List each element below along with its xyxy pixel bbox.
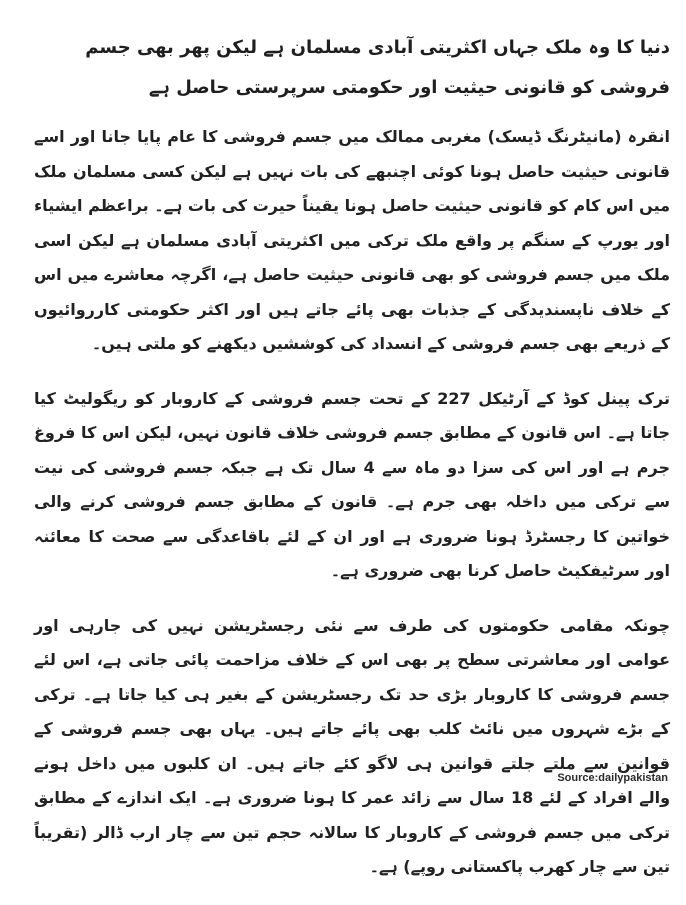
article-paragraph-clubs: چونکہ مقامی حکومتوں کی طرف سے نئی رجسٹریشن نہیں کی جارہی اور عوامی اور معاشرتی سطح پر بھی اس کے خلاف مزاحمت پائی جاتی ہے، اس لئے جسم فروشی کا کاروبار بڑی حد تک رجسٹریشن کے بغیر ہی کیا جاتا ہے۔ ترکی کے بڑے شہروں میں نائٹ کلب بھی پائے جاتے ہیں۔ یہاں بھی جسم فروشی کے قوانین سے ملتے جلتے قوانین ہی لاگو کئے جاتے ہیں۔ ان کلبوں میں داخل ہونے والے افراد کے لئے 18 سال سے زائد عمر کا ہونا ضروری ہے۔ ایک اندازے کے مطابق ترکی میں جسم فروشی کے کاروبار کا سالانہ حجم تین سے چار ارب ڈالر (تقریباً تین سے چار کھرب پاکستانی روپے) ہے۔ — [34, 615, 671, 876]
article-headline: دنیا کا وہ ملک جہاں اکثریتی آبادی مسلمان ہے لیکن پھر بھی جسم فروشی کو قانونی حیثیت اور حکومتی سرپرستی حاصل ہے — [85, 37, 670, 98]
article-paragraph-law: ترک پینل کوڈ کے آرٹیکل 227 کے تحت جسم فروشی کے کاروبار کو ریگولیٹ کیا جاتا ہے۔ اس قانون کے مطابق جسم فروشی خلاف قانون نہیں، لیکن اس کا فروغ جرم ہے اور اس کی سزا دو ماہ سے 4 سال تک ہے جبکہ جسم فروشی کی نیت سے ترکی میں داخلہ بھی جرم ہے۔ قانون کے مطابق جسم فروشی کرنے والی خواتین کا رجسٹرڈ ہونا ضروری ہے اور ان کے لئے باقاعدگی سے صحت کا معائنہ اور سرٹیفکیٹ حاصل کرنا بھی ضروری ہے۔ — [34, 388, 671, 580]
source-credit: Source:dailypakistan — [557, 772, 668, 784]
article-paragraph-intro: انقرہ (مانیٹرنگ ڈیسک) مغربی ممالک میں جسم فروشی کا عام پایا جانا اور اسے قانونی حیثیت حاصل ہونا کوئی اچنبھے کی بات نہیں ہے لیکن کسی مسلمان ملک میں اس کام کو قانونی حیثیت حاصل ہونا یقیناً حیرت کی بات ہے۔ براعظم ایشیاء اور یورپ کے سنگم پر واقع ملک ترکی میں اکثریتی آبادی مسلمان ہے لیکن اسی ملک میں جسم فروشی کو بھی قانونی حیثیت حاصل ہے، اگرچہ معاشرے میں اس کے خلاف ناپسندیدگی کے جذبات بھی پائے جاتے ہیں اور اکثر حکومتی کارروائیوں کے ذریعے بھی جسم فروشی کے انسداد کی کوششیں دیکھنے کو ملتی ہیں۔ — [34, 127, 670, 353]
